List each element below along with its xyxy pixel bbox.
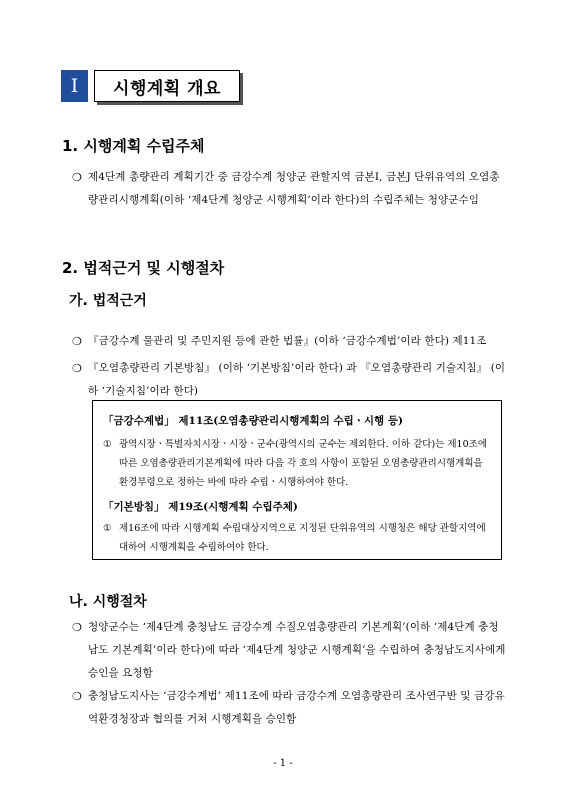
legal-basis-text-1: 『금강수계 물관리 및 주민지원 등에 관한 법률』(이하 ‘금강수계법’이라 한다) 제11조: [88, 335, 487, 347]
section2-heading: 2. 법적근거 및 시행절차: [62, 259, 225, 277]
procedure-item-1: [72, 616, 508, 685]
law2-title: 「기본방침」 제19조(시행계획 수립주체): [103, 501, 298, 513]
chapter-title: 시행계획 개요: [94, 70, 240, 102]
bullet-icon: ❍: [72, 621, 82, 634]
law2-clause: [103, 519, 493, 557]
law1-text: 광역시장ㆍ특별자치시장ㆍ시장ㆍ군수(광역시의 군수는 제외한다. 이하 같다)는 제10조에 따른 오염총량관리기본계획에 따라 다음 각 호의 사항이 포함된 오염총량관리시행계획을 환경부령으로 정하는 바에 따라 수립ㆍ시행하여야 한다.: [119, 439, 487, 488]
law-excerpt-box: [92, 400, 502, 560]
section1-heading: 1. 시행계획 수립주체: [62, 137, 205, 155]
law1-title: 「금강수계법」 제11조(오염총량관리시행계획의 수립ㆍ시행 등): [103, 415, 403, 427]
section1-text: 제4단계 총량관리 계획기간 중 금강수계 청양군 관할지역 금본I, 금본J 단위유역의 오염총량관리시행계획(이하 ‘제4단계 청양군 시행계획’이라 한다)의 수립주체는 청양군수임: [88, 171, 500, 206]
chapter-number: Ⅰ: [61, 70, 88, 102]
procedure-text-2: 충청남도지사는 ‘금강수계법’ 제11조에 따라 금강수계 오염총량관리 조사연구반 및 금강유역환경청장과 협의를 거쳐 시행계획을 승인함: [88, 690, 505, 725]
law2-text: 제16조에 따라 시행계획 수립대상지역으로 지정된 단위유역의 시행청은 해당 관할지역에 대하여 시행계획을 수립하여야 한다.: [119, 523, 486, 553]
law1-clause: [103, 435, 493, 492]
page-number: - 1 -: [273, 758, 293, 769]
bullet-icon: ❍: [72, 690, 82, 703]
bullet-icon: ❍: [72, 362, 82, 375]
legal-basis-text-2: 『오염총량관리 기본방침』 (이하 ‘기본방침’이라 한다) 과 『오염총량관리 기술지침』 (이하 ‘기술지침’이라 한다): [88, 362, 506, 397]
legal-basis-item-2: [72, 357, 508, 403]
bullet-icon: ❍: [72, 335, 82, 348]
procedure-text-1: 청양군수는 ‘제4단계 충청남도 금강수계 수질오염총량관리 기본계획’(이하 ‘제4단계 충청남도 기본계획’이라 한다)에 따라 ‘제4단계 청양군 시행계획’을 수립하여 충청남도지사에게 승인을 요청함: [88, 621, 506, 679]
legal-basis-item-1: [72, 330, 508, 353]
subsection-a-heading: 가. 법적근거: [69, 293, 147, 309]
chapter-header: [61, 70, 240, 102]
subsection-b-heading: 나. 시행절차: [69, 594, 147, 610]
section1-paragraph: [72, 166, 508, 212]
bullet-icon: ❍: [72, 171, 82, 184]
procedure-item-2: [72, 685, 508, 731]
clause-number: ①: [103, 523, 112, 534]
clause-number: ①: [103, 439, 112, 450]
